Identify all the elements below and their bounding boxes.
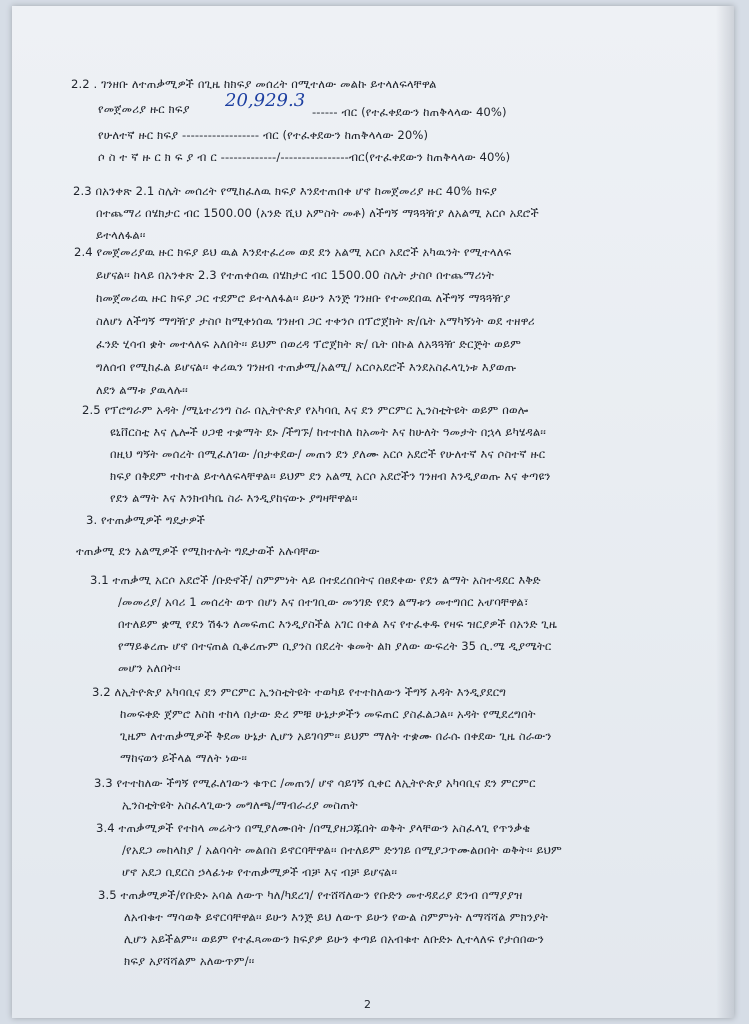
item-3-5-line: ሊሆን አይችልም፡፡ ወይም የተፈጻመውን ክፍያዎ ይሁን ቀጣይ በአብቁተ ለቡድኑ ሊተላለፍ የታሰበውን [124, 932, 544, 946]
section-2-5-line: የደን ልማት እና እንክብካቤ ስራ እንዲያከናውኑ ያግዛቸዋል፡፡ [110, 491, 358, 505]
page-number: 2 [364, 998, 372, 1011]
section-2-5-line: 2.5 የፕሮግራም አዳት /ሚኒተሪንግ ስራ በኢትዮጵያ የአካባቢ እና ደን ምርምር ኢንስቲትዩት ወይም በወሎ [82, 403, 529, 417]
item-3-4-line: /የአደጋ መከላከያ / አልባሳት መልበስ ይኖርባቸዋል፡፡ በተለይም ድንገይ በሚያጋጥሙልዐበት ወቅት፡፡ ይህም [122, 843, 562, 857]
item-3-2-line: ጊዜም ለተጠቃሚዎች ቅደመ ሁኔታ ሊሆን አይገባም፡፡ ይህም ማለት ተቋሙ በራሱ በቀደው ጊዜ ስራውን [120, 729, 552, 743]
item-3-1-line: 3.1 ተጠቃሚ አርሶ አደሮች /ቡድኖች/ ስምምነት ላይ በተደረሰበትና በፀደቀው የደን ልማት አስተዳደር እቅድ [90, 573, 541, 587]
item-3-5-line: 3.5 ተጠቃሚዎች/የቡድኑ አባል ለውጥ ካለ/ካደረገ/ የተሸሻለውን የቡድን መተዳደሪያ ደንብ በማያያዝ [98, 888, 523, 902]
item-3-1-line: የማይቆረጡ ሆኖ በተናጠል ሲቆረጡም ቢያንስ በደረት ቁመት ልክ ያለው ውፍረት 35 ሲ.ሜ ዲያሜትር [118, 639, 552, 653]
item-3-3-line: ኢንስቲትዩት አስፈላጊውን መግለጫ/ማብራሪያ መስጠት [122, 798, 358, 812]
item-3-2-line: ማከናወን ይችላል ማለት ነው፡፡ [120, 751, 248, 765]
item-3-1-line: መሆን አለበት፡፡ [118, 661, 181, 675]
item-3-1-line: በተለይም ቋሚ የደን ሽፋን ለመፍጠር እንዲያስችል አገር በቀል እና የተፈቀዱ የዛፍ ዝርያዎች በአንድ ጊዜ [118, 617, 557, 631]
page-edge-shadow [716, 6, 734, 1018]
item-3-5-line: ለአብቁተ ማሳወቅ ይኖርባቸዋል፡፡ ይሁን እንጅ ይህ ለውጥ ይሁን የውል ስምምነት ለማሻሻል ምክንያት [124, 910, 549, 924]
first-installment-label: የመጀመሪያ ዙር ክፍያ [98, 102, 190, 116]
section-2-5-line: ክፍያ በቅደም ተከተል ይተላለፍላቸዋል፡፡ ይህም ደን አልሚ አርሶ አደሮችን ገንዘብ እንዲያወጡ እና ቀጣዩን [110, 469, 551, 483]
section-2-3-line: ይተላለፋል፡፡ [96, 228, 146, 242]
item-3-2-line: 3.2 ለኢትዮጵያ አካባቢና ደን ምርምር ኢንስቲትዩት ተወካይ የተተከለውን ችግኝ አዳት እንዲያደርግ [92, 685, 507, 699]
item-3-4-line: ሆኖ አደጋ ቢደርስ ኃላፊነቱ የተጠቃሚዎች ብቻ እና ብቻ ይሆናል፡፡ [122, 865, 398, 879]
item-3-1-line: /መመሪያ/ አባሪ 1 መሰረት ወጥ በሆነ እና በተገቢው መንገድ የደን ልማቱን መተግበር አሇባቸዋል፣ [118, 595, 529, 609]
third-installment: ሶ ስ ተ ኛ ዙ ር ክ ፍ ያ ብ ር -------------/----------------ብር(የተፈቀደውን ከጠቅላላው 40%) [98, 150, 511, 164]
item-3-2-line: ከመፍቀድ ጀምሮ እስከ ተከላ በታው ድረ ምቹ ሁኔታዎችን መፍጠር ያስፈልጋል፡፡ አዳት የሚደረግበት [120, 707, 536, 721]
document-page [12, 6, 734, 1018]
handwritten-amount: 20,929.3 [225, 90, 306, 111]
second-installment: የሁለተኛ ዙር ክፍያ ------------------ ብር (የተፈቀደውን ከጠቅላላው 20%) [98, 128, 429, 142]
item-3-3-line: 3.3 የተተከለው ችግኝ የሚፈለገውን ቁጥር /መጠን/ ሆኖ ሳይገኝ ሲቀር ለኢትዮጵያ አካባቢና ደን ምርምር [94, 776, 536, 790]
section-2-5-line: በዚህ ግኝት መሰረት በሚፈለገው /በታቀደው/ መጠን ደን ያለሙ አርሶ አደሮች የሁለተኛ እና ሶስተኛ ዙር [110, 447, 546, 461]
section-2-3-line: 2.3 በአንቀጽ 2.1 ስሌት መሰረት የሚከፈለዉ ክፍያ እንደተጠበቀ ሆኖ ከመጀመሪያ ዙር 40% ክፍያ [73, 184, 497, 198]
section-2-4-line: ግለሰብ የሚከፈል ይሆናል፡፡ ቀሪዉን ገንዘብ ተጠቃሚ/አልሚ/ አርሶአደሮች እንደአስፈላጊነቱ እያወጡ [96, 360, 517, 374]
section-2-4-line: ከመጀመሪዉ ዙር ክፍያ ጋር ተደምሮ ይተላለፋል፡፡ ይሁን እንጅ ገንዘቡ የተመደበዉ ለችግኝ ማጓጓዥያ [96, 291, 511, 305]
section-2-5-line: ዩኒቨርስቲ እና ሌሎች ሀጋዊ ተቋማት ደኑ /ችግኙ/ ከተተከለ ከአመት እና ከሁለት ዓመታት በኋላ ይካሄዳል፡፡ [110, 425, 546, 439]
section-2-3-line: በተጨማሪ በሄክታር ብር 1500.00 (አንድ ሺህ አምስት መቶ) ለችግኝ ማጓጓዥያ ለአልሚ አርሶ አደሮች [96, 206, 539, 220]
section-3-heading: 3. የተጠቃሚዎች ግዴታዎች [86, 513, 206, 527]
item-3-4-line: 3.4 ተጠቃሚዎች የተከላ መሬትን በሚያለሙበት /በሚያዘጋጁበት ወቅት ያላቸውን አስፈላጊ የጥንቃቄ [96, 821, 531, 835]
item-3-5-line: ክፍያ አያሻሻልም አለውጥም/፡፡ [124, 954, 255, 968]
section-2-4-line: ለደን ልማቱ ያዉላሉ፡፡ [96, 383, 188, 397]
section-2-2-heading: 2.2 . ገንዘቡ ለተጠቃሚዎች በጊዜ ከክፍያ መሰረት በሚተለው መልኩ ይተላለፍላቸዋል [71, 77, 437, 91]
first-installment-rest: ------ ብር (የተፈቀደውን ከጠቅላላው 40%) [312, 105, 507, 119]
section-2-4-line: ፈንድ ሂሳብ ቋት መተላለፍ አለበት፡፡ ይህም በወረዳ ፕሮጀክት ጽ/ ቤት በኩል ለአጓጓዥ ድርጅት ወይም [96, 337, 522, 351]
section-2-4-line: 2.4 የመጀመሪያዉ ዙር ክፍያ ይህ ዉል እንደተፈረመ ወደ ደን አልሚ አርሶ አደሮች አካዉንት የሚተላለፍ [74, 245, 512, 259]
section-3-intro: ተጠቃሚ ደን አልሚዎች የሚከተሉት ግዴታወች አሉባቸው [76, 544, 320, 558]
section-2-4-line: ይሆናል፡፡ ከላይ በአንቀጽ 2.3 የተጠቀሰዉ በሄክታር ብር 1500.00 ስሌት ታስቦ በተጨማሪነት [96, 268, 495, 282]
section-2-4-line: ስለሆነ ለችግኝ ማግዥያ ታስቦ ከሚቀነሰዉ ገንዘብ ጋር ተቀንሶ በፕሮጀክት ጽ/ቤት አማካኝነት ወደ ተዘዋሪ [96, 314, 535, 328]
